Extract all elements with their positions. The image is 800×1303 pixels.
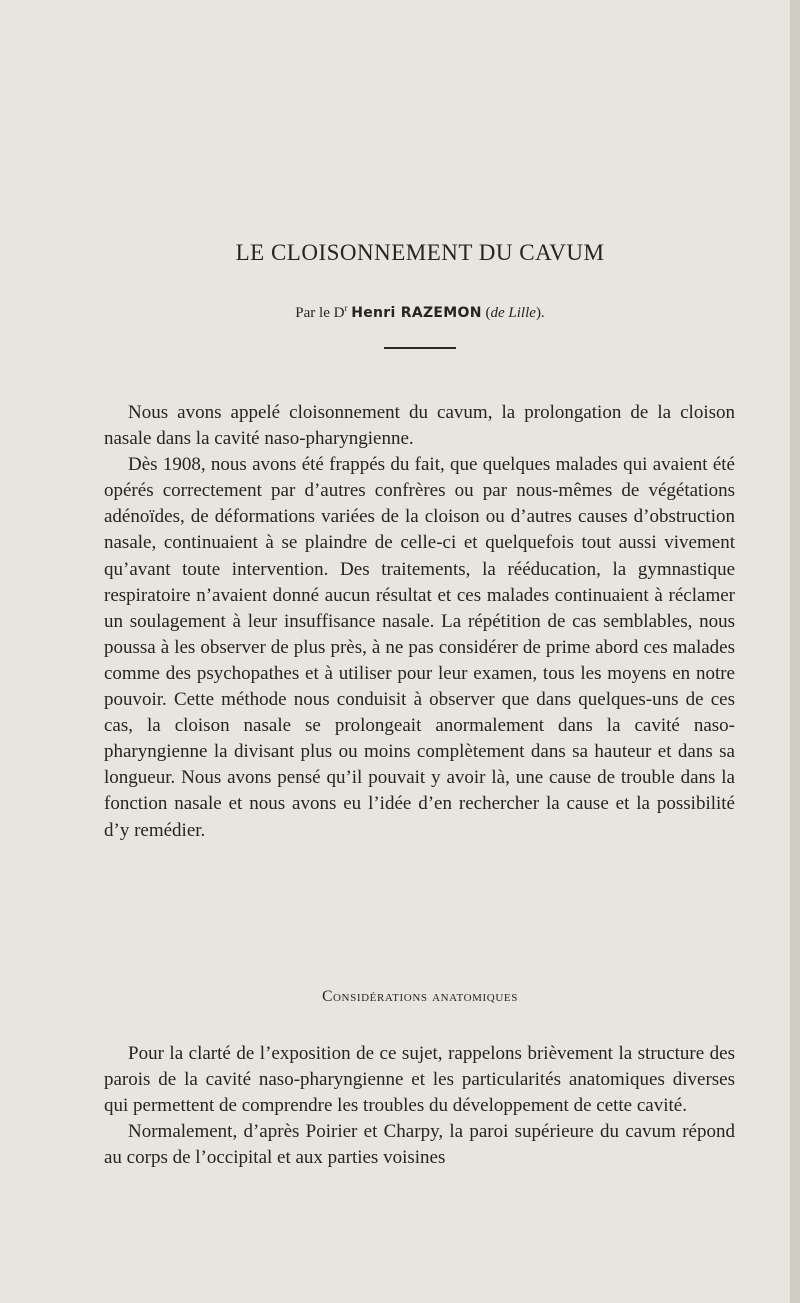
author-name: Henri RAZEMON (351, 305, 482, 321)
paragraph: Normalement, d’après Poirier et Charpy, la paroi supérieure du cavum répond au corps de l’occipital et aux parties voisines (104, 1121, 735, 1169)
affiliation: (de Lille). (485, 305, 545, 321)
byline (0, 303, 800, 322)
paragraph: Pour la clarté de l’exposition de ce sujet, rappelons brièvement la structure des parois de la cavité naso-pharyngienne et les particularités anatomiques diverses qui permettent de comprendre les troubles du développement de cette cavité. (104, 1043, 735, 1117)
paragraph: Dès 1908, nous avons été frappés du fait, que quelques malades qui avaient été opérés correctement par d’autres confrères ou par nous-mêmes de végétations adénoïdes, de déformations variées de la cloison ou d’autres causes d’obstruction nasale, continuaient à se plaindre de celle-ci et quelquefois tout aussi vivement qu’avant toute intervention. Des traitements, la rééducation, la gymnastique respiratoire n’avaient donné aucun résultat et ces malades continuaient à réclamer un soulagement à leur insuffisance nasale. La répétition de cas semblables, nous poussa à les observer de plus près, à ne pas considérer de prime abord ces malades comme des psychopathes et à utiliser pour leur examen, tous les moyens en notre pouvoir. Cette méthode nous conduisit à observer que dans quelques-uns de ces cas, la cloison nasale se prolongeait anormalement dans la cavité naso-pharyngienne la divisant plus ou moins complètement dans sa hauteur et dans sa longueur. Nous avons pensé qu’il pouvait y avoir là, une cause de trouble dans la fonction nasale et nous avons eu l’idée d’en rechercher la cause et la possibilité d’y remédier. (104, 454, 735, 841)
introduction-section (104, 400, 735, 844)
section-heading: Considérations anatomiques (322, 988, 518, 1005)
affiliation-city: Lille (508, 305, 536, 321)
article-title: LE CLOISONNEMENT DU CAVUM (235, 240, 605, 265)
affiliation-de: de (490, 305, 505, 321)
title-divider (384, 347, 456, 349)
page-edge (790, 0, 800, 1303)
byline-dr-superscript: r (344, 303, 348, 313)
anatomy-section (104, 1041, 735, 1171)
byline-prefix: Par le $D^r$ (295, 303, 348, 321)
paragraph: Nous avons appelé cloisonnement du cavum, la prolongation de la cloison nasale dans la cavité naso-pharyngienne. (104, 402, 735, 450)
